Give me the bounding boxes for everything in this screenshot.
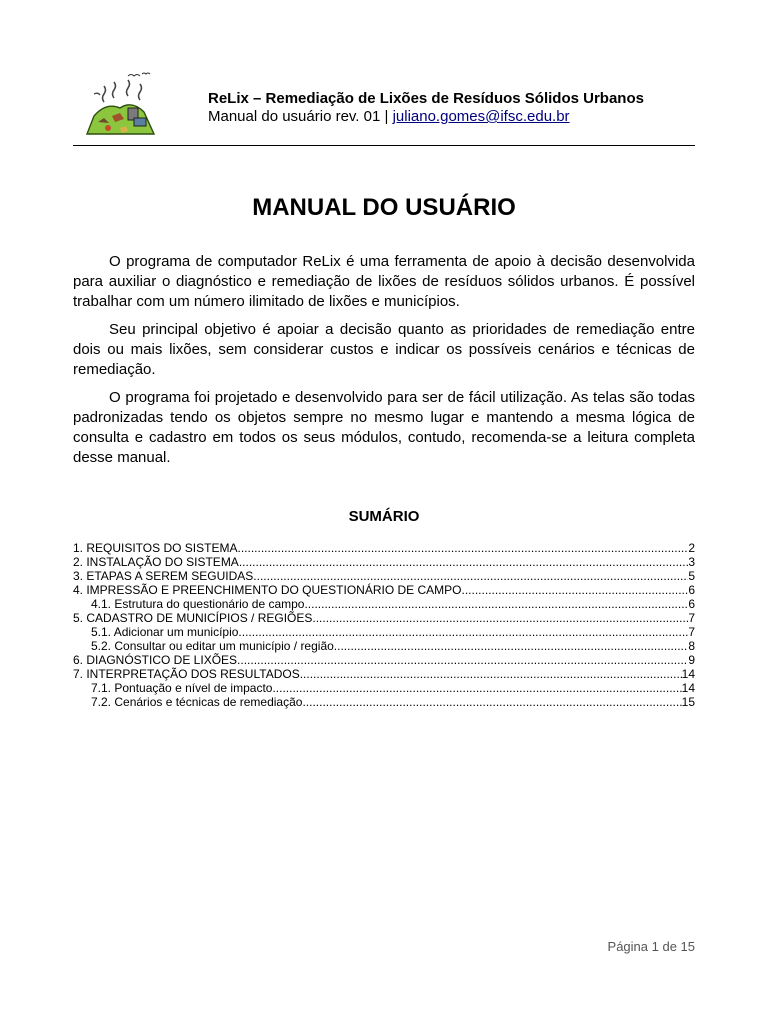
toc-subentry[interactable]: [73, 625, 695, 639]
toc-entry-label: 3. ETAPAS A SEREM SEGUIDAS: [73, 569, 254, 583]
header-subtitle: [208, 108, 644, 126]
toc-entry-label: 7.2. Cenários e técnicas de remediação: [91, 695, 303, 709]
toc-entry[interactable]: [73, 541, 695, 555]
toc-entry-label: 7. INTERPRETAÇÃO DOS RESULTADOS: [73, 667, 300, 681]
toc-entry[interactable]: [73, 653, 695, 667]
toc-entry-label: 7.1. Pontuação e nível de impacto: [91, 681, 273, 695]
toc-leader: [334, 639, 689, 653]
toc-entry-page: 6: [688, 597, 695, 611]
toc-entry-page: 7: [688, 611, 695, 625]
toc-leader: [462, 583, 689, 597]
landfill-logo-icon: [84, 72, 156, 138]
toc-entry-page: 7: [688, 625, 695, 639]
toc-title: SUMÁRIO: [348, 508, 420, 525]
toc-leader: [312, 611, 688, 625]
toc-subentry[interactable]: [73, 597, 695, 611]
toc-leader: [237, 541, 688, 555]
toc-subentry[interactable]: [73, 639, 695, 653]
toc-subentry[interactable]: [73, 681, 695, 695]
toc-entry-page: 15: [681, 695, 695, 709]
toc-entry-label: 5.2. Consultar ou editar um município / região: [91, 639, 334, 653]
toc-leader: [302, 695, 681, 709]
intro-text: [73, 252, 695, 476]
page-title: MANUAL DO USUÁRIO: [252, 194, 516, 221]
intro-paragraph-2: Seu principal objetivo é apoiar a decisão quanto as prioridades de remediação entre dois ou mais lixões, sem considerar custos e indicar os possíveis cenários e técnicas de remediação.: [73, 321, 695, 378]
page-number: Página 1 de 15: [607, 939, 695, 954]
header-divider: [73, 145, 695, 146]
toc-leader: [272, 681, 681, 695]
toc-entry-label: 4.1. Estrutura do questionário de campo: [91, 597, 305, 611]
toc-entry-page: 14: [681, 681, 695, 695]
toc-entry[interactable]: [73, 569, 695, 583]
toc-entry[interactable]: [73, 555, 695, 569]
intro-paragraph-1: O programa de computador ReLix é uma ferramenta de apoio à decisão desenvolvida para auxiliar o diagnóstico e remediação de lixões de resíduos sólidos urbanos. É possível trabalhar com um número ilimitado de lixões e municípios.: [73, 253, 695, 310]
toc-entry[interactable]: [73, 611, 695, 625]
toc-leader: [239, 555, 688, 569]
toc-leader: [300, 667, 682, 681]
toc-leader: [253, 569, 688, 583]
toc-entry-label: 6. DIAGNÓSTICO DE LIXÕES: [73, 653, 238, 667]
toc-entry-label: 4. IMPRESSÃO E PREENCHIMENTO DO QUESTIONÁRIO DE CAMPO: [73, 583, 462, 597]
toc-entry[interactable]: [73, 667, 695, 681]
toc-entry-label: 5.1. Adicionar um município: [91, 625, 239, 639]
toc-leader: [304, 597, 688, 611]
author-email-link[interactable]: juliano.gomes@ifsc.edu.br: [392, 108, 570, 125]
document-header: [208, 90, 644, 126]
toc-entry[interactable]: [73, 583, 695, 597]
toc-entry-page: 3: [688, 555, 695, 569]
toc-entry-page: 9: [688, 653, 695, 667]
intro-paragraph-3: O programa foi projetado e desenvolvido para ser de fácil utilização. As telas são todas padronizadas tendo os objetos sempre no mesmo lugar e mantendo a mesma lógica de consulta e cadastro em todos os seus módulos, contudo, recomenda-se a leitura completa desse manual.: [73, 389, 695, 466]
toc-entry-page: 5: [688, 569, 695, 583]
toc-entry-page: 14: [681, 667, 695, 681]
header-title: ReLix – Remediação de Lixões de Resíduos Sólidos Urbanos: [208, 90, 644, 107]
toc-entry-label: 5. CADASTRO DE MUNICÍPIOS / REGIÕES: [73, 611, 313, 625]
table-of-contents: [73, 541, 695, 709]
toc-leader: [238, 625, 688, 639]
toc-entry-page: 8: [688, 639, 695, 653]
header-subtitle-text: Manual do usuário rev. 01 |: [208, 108, 393, 125]
toc-entry-label: 2. INSTALAÇÃO DO SISTEMA: [73, 555, 239, 569]
toc-entry-label: 1. REQUISITOS DO SISTEMA: [73, 541, 238, 555]
toc-entry-page: 2: [688, 541, 695, 555]
toc-subentry[interactable]: [73, 695, 695, 709]
toc-leader: [237, 653, 688, 667]
toc-entry-page: 6: [688, 583, 695, 597]
